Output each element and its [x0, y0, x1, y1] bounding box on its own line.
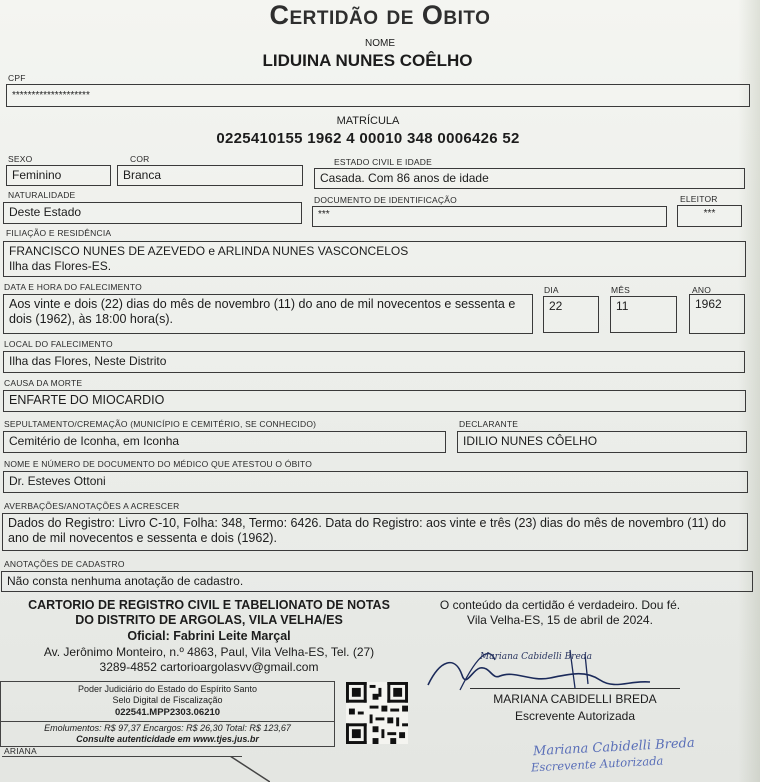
handwritten-signature [420, 640, 660, 700]
filiacao-parents: FRANCISCO NUNES DE AZEVEDO e ARLINDA NUNES VASCONCELOS [9, 244, 409, 258]
falecimento-text: Aos vinte e dois (22) dias do mês de novembro (11) do ano de mil novecentos e sessenta e dois (1962), às 18:00 hora(s). [3, 294, 533, 334]
certificacao-line2: Vila Velha-ES, 15 de abril de 2024. [467, 613, 653, 627]
selo-line1: Poder Judiciário do Estado do Espírito Santo [77, 684, 258, 694]
cpf-field: ******************** [6, 84, 750, 107]
averbacoes-label: AVERBAÇÕES/ANOTAÇÕES A ACRESCER [4, 501, 180, 511]
sepultamento-label [4, 419, 316, 429]
mes-label: MÊS [611, 285, 631, 295]
cartorio-oficial: Oficial: Fabrini Leite Marçal [127, 629, 291, 643]
naturalidade-field: Deste Estado [3, 202, 302, 224]
ano-label: ANO [692, 285, 712, 295]
selo-line2: Selo Digital de Fiscalização [112, 695, 223, 705]
matricula-value: 0225410155 1962 4 00010 348 0006426 52 [216, 130, 520, 147]
certificacao-line1: O conteúdo da certidão é verdadeiro. Dou fé. [439, 598, 681, 612]
cpf-label: CPF [8, 73, 26, 83]
sepultamento-label-text: SEPULTAMENTO/CREMAÇÃO (MUNICÍPIO E CEMITÉRIO, SE CONHECIDO) [4, 419, 317, 429]
eleitor-field: *** [677, 205, 742, 227]
dia-field: 22 [543, 296, 599, 333]
causa-label: CAUSA DA MORTE [4, 378, 83, 388]
documento-field: *** [312, 206, 667, 227]
selo-emolumentos: Emolumentos: R$ 97,37 Encargos: R$ 26,30 Total: R$ 123,67 [1, 721, 334, 733]
falecimento-label: DATA E HORA DO FALECIMENTO [4, 282, 142, 292]
medico-field: Dr. Esteves Ottoni [3, 471, 748, 493]
medico-label: NOME E NÚMERO DE DOCUMENTO DO MÉDICO QUE ATESTOU O ÓBITO [4, 459, 313, 469]
documento-label: DOCUMENTO DE IDENTIFICAÇÃO [314, 195, 457, 205]
causa-field: ENFARTE DO MIOCARDIO [3, 390, 746, 412]
declarante-field: IDILIO NUNES CÔELHO [457, 431, 747, 453]
selo-digital-box [0, 681, 335, 747]
stamp-role: Escrevente Autorizada [530, 753, 664, 775]
selo-codigo: 022541.MPP2303.06210 [114, 707, 221, 718]
anotacoes-field: Não consta nenhuma anotação de cadastro. [1, 571, 753, 592]
rodape-line [2, 756, 242, 757]
sexo-label: SEXO [8, 154, 33, 164]
rodape-label: ARIANA [4, 746, 37, 756]
ano-field: 1962 [689, 294, 745, 334]
rodape-diagonal [230, 756, 270, 782]
cartorio-name-line2: DO DISTRITO DE ARGOLAS, VILA VELHA/ES [75, 613, 343, 627]
estado-civil-field: Casada. Com 86 anos de idade [314, 168, 745, 189]
mes-field: 11 [610, 296, 677, 333]
qr-code-icon[interactable] [346, 682, 408, 744]
signer-role: Escrevente Autorizada [514, 709, 636, 723]
signature-line [470, 688, 680, 689]
name-label: NOME [365, 38, 395, 49]
cartorio-name-line1: CARTORIO DE REGISTRO CIVIL E TABELIONATO DE NOTAS [28, 598, 390, 612]
selo-consulta[interactable]: Consulte autenticidade em www.tjes.jus.br [76, 734, 259, 744]
cor-label: COR [130, 154, 150, 164]
sepultamento-field: Cemitério de Iconha, em Iconha [3, 431, 446, 453]
filiacao-residence: Ilha das Flores-ES. [9, 259, 112, 273]
estado-civil-label: ESTADO CIVIL E IDADE [334, 157, 432, 167]
dia-label: DIA [544, 285, 559, 295]
local-label: LOCAL DO FALECIMENTO [4, 339, 113, 349]
anotacoes-label: ANOTAÇÕES DE CADASTRO [4, 559, 125, 569]
naturalidade-label: NATURALIDADE [8, 190, 76, 200]
declarante-label: DECLARANTE [459, 419, 519, 429]
local-field: Ilha das Flores, Neste Distrito [3, 351, 745, 373]
stamp-name: Mariana Cabidelli Breda [532, 735, 696, 760]
cartorio-contato: 3289-4852 cartorioargolasvv@gmail.com [99, 660, 319, 674]
sexo-field: Feminino [6, 165, 111, 186]
signature-text: Mariana Cabidelli Breda [480, 652, 592, 662]
filiacao-label: FILIAÇÃO E RESIDÊNCIA [6, 228, 112, 238]
deceased-name: LIDUINA NUNES COÊLHO [262, 51, 473, 70]
matricula-label: MATRÍCULA [336, 115, 400, 127]
averbacoes-field: Dados do Registro: Livro C-10, Folha: 348, Termo: 6426. Data do Registro: aos vinte e três (23) dias do mês de novembro (11) do ano de mil novecentos e sessenta e dois (1962). [2, 513, 748, 551]
eleitor-label: ELEITOR [680, 194, 718, 204]
document-title: Certidão de Obito [269, 0, 491, 30]
cartorio-endereco: Av. Jerônimo Monteiro, n.º 4863, Paul, Vila Velha-ES, Tel. (27) [43, 645, 375, 659]
filiacao-field [3, 241, 746, 277]
signer-name: MARIANA CABIDELLI BREDA [493, 692, 657, 706]
cor-field: Branca [117, 165, 303, 186]
